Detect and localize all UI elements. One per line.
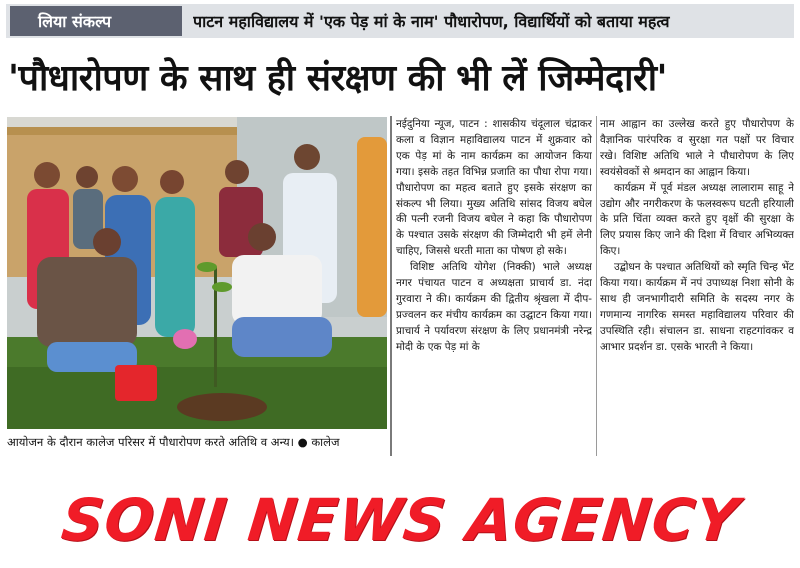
- event-photo: [7, 117, 387, 429]
- article-paragraph: उद्बोधन के पश्चात अतिथियों को स्मृति चिन्ह भेंट किया गया। कार्यक्रम में नपं उपाध्यक्ष निशा सोनी के साथ ही जनभागीदारी समिति के सदस्य नगर के गणमान्य नागरिक समस्त महाविद्यालय परिवार की उपस्थिति रही। संचालन डा. साधना राहटगांवकर व आभार प्रदर्शन डा. एसके भारती ने किया।: [600, 261, 794, 353]
- column-divider-2: [596, 116, 597, 456]
- article-paragraph: नईदुनिया न्यूज, पाटन : शासकीय चंदूलाल चंद्राकर कला व विज्ञान महाविद्यालय पाटन में शुक्रवार को एक पेड़ मां के नाम कार्यक्रम का आयोजन किया गया। इसके तहत विभिन्न प्रजाति का पौधा रोपा गया। पौधारोपण का महत्व बताते हुए इसके संरक्षण का संकल्प भी लिया। मुख्य अतिथि सांसद विजय बघेल की पत्नी रजनी विजय बघेल ने कहा कि पौधारोपण के पश्चात उसके संरक्षण की जिम्मेदारी भी हमें लेनी चाहिए, जिससे धरती माता का पोषण हो सके।: [396, 118, 592, 258]
- headline: 'पौधारोपण के साथ ही संरक्षण की भी लें जिम्मेदारी': [8, 57, 668, 99]
- article-paragraph: कार्यक्रम में पूर्व मंडल अध्यक्ष लालाराम साहू ने उद्योग और नगरीकरण के फलस्वरूप घटती हरियाली के प्रति चिंता व्यक्त करते हुए वृक्षों की सुरक्षा के लिए प्रयास किए जाने की दिशा में विचार अभिव्यक्त किए।: [600, 181, 794, 258]
- section-tag: लिया संकल्प: [10, 6, 182, 36]
- article-column-2: [600, 117, 794, 457]
- article-column-1: [396, 117, 592, 457]
- tree-planting-photo: [7, 117, 387, 429]
- subheading: पाटन महाविद्यालय में 'एक पेड़ मां के नाम' पौधारोपण, विद्यार्थियों को बताया महत्व: [193, 12, 670, 31]
- agency-watermark: [0, 472, 800, 568]
- column-divider: [390, 116, 392, 456]
- article-paragraph: विशिष्ट अतिथि योगेश (निक्की) भाले अध्यक्ष नगर पंचायत पाटन व अध्यक्षता प्राचार्य डा. नंदा गुरवारा ने की। कार्यक्रम की द्वितीय श्रृंखला में दीप-प्रज्वलन कर मंचीय कार्यक्रम का उद्घाटन किया गया। प्राचार्य ने पर्यावरण संरक्षण के लिए प्रधानमंत्री नरेन्द्र मोदी के एक पेड़ मां के: [396, 261, 592, 353]
- agency-name: SONI NEWS AGENCY: [58, 486, 742, 554]
- article-paragraph: नाम आह्वान का उल्लेख करते हुए पौधारोपण के वैज्ञानिक पारंपरिक व सुरक्षा गत पक्षों पर विचार रखे। विशिष्ट अतिथि भाले ने पौधारोपण के लिए स्वयंसेवकों से श्रमदान का आह्वान किया।: [600, 118, 794, 178]
- photo-caption: आयोजन के दौरान कालेज परिसर में पौधारोपण करते अतिथि व अन्य। ● कालेज: [7, 434, 340, 449]
